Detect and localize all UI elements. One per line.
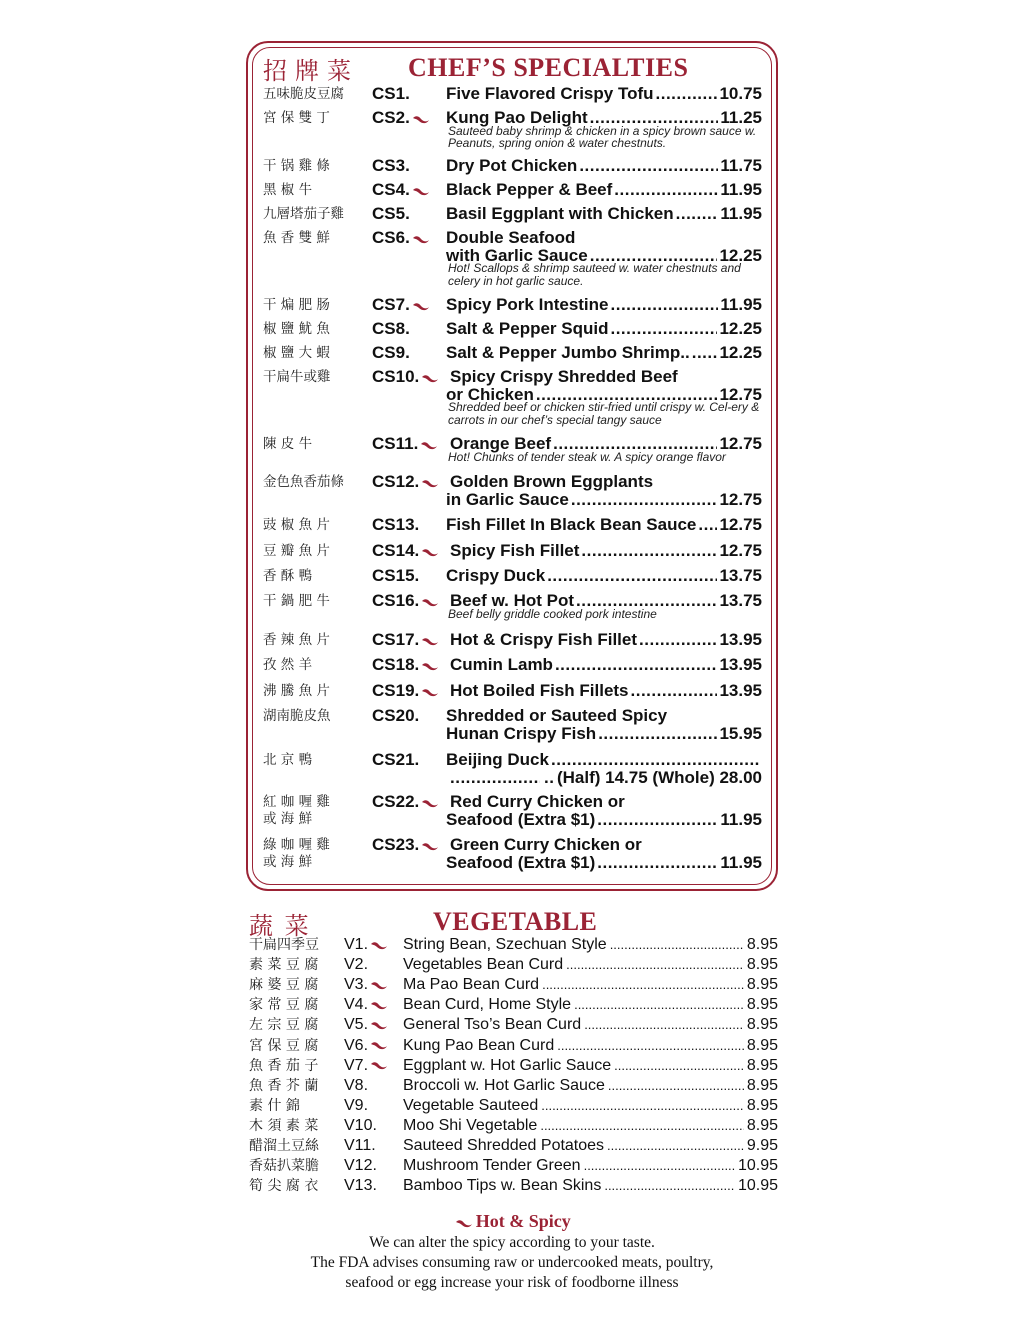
chili-pepper-icon [412, 235, 428, 243]
item-name: Red Curry Chicken or [450, 792, 625, 811]
leader-dots [571, 490, 718, 510]
veg-item-name: String Bean, Szechuan Style [403, 936, 607, 953]
item-name: or Chicken [446, 384, 534, 404]
menu-item-line [446, 295, 762, 315]
item-name: Spicy Fish Fillet [450, 541, 580, 560]
item-name: Hot Boiled Fish Fillets [450, 681, 629, 700]
item-description: Hot! Scallops & shrimp sauteed w. water chestnuts and celery in hot garlic sauce. [448, 261, 741, 288]
item-cn-name: 孜 然 羊 [263, 657, 313, 673]
veg-item-price: 8.95 [746, 1016, 778, 1034]
item-cn-name: 北 京 鴨 [263, 752, 313, 768]
veg-item-line [403, 1077, 778, 1095]
veg-item-price: 8.95 [746, 1096, 778, 1114]
item-name: Beef w. Hot Pot [450, 591, 575, 610]
veg-item-line [403, 1117, 778, 1135]
item-cn-name: 豆 瓣 魚 片 [263, 543, 330, 559]
item-name: Orange Beef [450, 434, 552, 453]
item-price: 13.95 [719, 655, 762, 674]
chili-pepper-icon [412, 115, 428, 123]
item-cn-name: 干 鍋 肥 牛 [263, 593, 330, 609]
menu-item-line [450, 630, 762, 650]
veg-item-price: 10.95 [737, 1177, 778, 1195]
item-cn-name: 沸 騰 魚 片 [263, 683, 330, 699]
leader-dots [610, 936, 744, 954]
leader-dots [574, 996, 744, 1014]
menu-item-line [446, 566, 762, 586]
item-price: 11.95 [720, 852, 762, 872]
item-name: Golden Brown Eggplants [450, 472, 654, 491]
item-price: 15.95 [719, 723, 762, 743]
veg-code-label: V6. [344, 1036, 369, 1054]
veg-cn-name: 宮 保 豆 腐 [249, 1037, 319, 1054]
item-cn-name: 魚 香 雙 鮮 [263, 230, 330, 246]
item-cn-name: 紅 咖 喱 雞 [263, 794, 330, 810]
chili-pepper-icon [455, 1219, 471, 1227]
veg-item-line [403, 956, 778, 974]
veg-item-price: 8.95 [746, 996, 778, 1014]
veg-code [344, 996, 386, 1014]
item-code-label: CS5. [372, 204, 410, 223]
veg-item-price: 8.95 [746, 1076, 778, 1094]
menu-item-line [446, 490, 762, 510]
veg-item-price: 8.95 [746, 976, 778, 994]
item-name: Salt & Pepper Squid [446, 319, 609, 338]
item-name: Fish Fillet In Black Bean Sauce [446, 515, 697, 534]
veg-item-price: 10.95 [737, 1157, 778, 1175]
chili-pepper-icon [421, 548, 437, 556]
item-code [372, 295, 428, 315]
item-code-label: CS16. [372, 591, 420, 610]
veg-item-name: Moo Shi Vegetable [403, 1116, 538, 1134]
veg-cn-name: 素 什 錦 [249, 1097, 300, 1114]
veg-code [344, 956, 368, 974]
item-code-label: CS20. [372, 706, 420, 725]
item-price: 12.75 [719, 384, 762, 404]
item-name: Seafood (Extra $1) [446, 809, 596, 829]
leader-dots [604, 1177, 735, 1195]
item-name: Cumin Lamb [450, 655, 553, 674]
item-price: 10.75 [719, 84, 762, 103]
veg-item-price: 8.95 [746, 1116, 778, 1134]
leader-dots [676, 204, 719, 224]
item-code [372, 84, 410, 104]
veg-cn-name: 素 菜 豆 腐 [249, 957, 319, 974]
leader-dots [541, 1097, 744, 1115]
chili-pepper-icon [370, 1061, 386, 1069]
menu-item-line [446, 853, 762, 873]
veg-code-label: V11. [344, 1137, 376, 1154]
item-code [372, 108, 428, 128]
veg-code [344, 976, 386, 994]
item-code [372, 541, 437, 561]
item-name: Green Curry Chicken or [450, 835, 642, 854]
veg-code [344, 1157, 377, 1175]
chili-pepper-icon [421, 688, 437, 696]
leader-dots [607, 1137, 744, 1155]
note-line: seafood or egg increase your risk of foodborne illness [345, 1274, 679, 1291]
veg-code-label: V7. [344, 1056, 369, 1074]
item-code-label: CS19. [372, 681, 420, 700]
veg-code [344, 1016, 386, 1034]
item-code [372, 835, 437, 855]
chili-pepper-icon [421, 799, 437, 807]
chili-pepper-icon [370, 1041, 386, 1049]
leader-dots [581, 541, 717, 561]
menu-item-line [446, 515, 762, 535]
item-cn-name-2: 或 海 鮮 [263, 854, 313, 870]
veg-code-label: V9. [344, 1096, 369, 1114]
veg-code-label: V12. [344, 1157, 377, 1175]
item-code [372, 367, 437, 387]
leader-dots [450, 768, 540, 788]
item-name: Five Flavored Crispy Tofu [446, 84, 654, 103]
item-price: 12.75 [719, 489, 762, 509]
menu-item-line [450, 655, 762, 675]
item-price: 12.75 [719, 515, 762, 534]
leader-dots [614, 1057, 744, 1075]
item-cn-name-2: 或 海 鮮 [263, 811, 313, 827]
item-description: Shredded beef or chicken stir-fried until crispy w. Cel-ery & carrots in our chef’s special tangy sauce [448, 400, 760, 427]
item-cn-name: 椒 鹽 魷 魚 [263, 321, 330, 337]
item-price: 13.75 [719, 566, 762, 585]
item-code-label: CS13. [372, 515, 420, 534]
veg-item-name: Ma Pao Bean Curd [403, 976, 540, 994]
item-code [372, 180, 428, 200]
item-price: 11.95 [720, 204, 762, 223]
item-code [372, 156, 410, 176]
chefs-title: CHEF’S SPECIALTIES [408, 53, 689, 82]
menu-item-line [450, 681, 762, 701]
item-code [372, 566, 419, 586]
veg-item-line [403, 1157, 778, 1175]
item-name: Black Pepper & Beef [446, 180, 613, 199]
leader-dots [611, 295, 719, 315]
leader-dots [555, 655, 718, 675]
menu-item-line [446, 84, 762, 104]
item-description: Sauteed baby shrimp & chicken in a spicy brown sauce w. Peanuts, spring onion & water chestnuts. [448, 123, 757, 150]
chili-pepper-icon [420, 441, 436, 449]
item-code [372, 228, 428, 248]
veg-code [344, 1057, 386, 1075]
leader-dots [597, 810, 718, 830]
item-price: 11.95 [720, 809, 762, 829]
item-code-label: CS18. [372, 655, 420, 674]
item-code-label: CS3. [372, 156, 410, 175]
item-name: Crispy Duck [446, 566, 546, 585]
item-cn-name: 九層塔茄子雞 [263, 206, 344, 222]
menu-item-line [446, 810, 762, 830]
item-name: Spicy Crispy Shredded Beef [450, 367, 678, 386]
item-price: 12.25 [719, 319, 762, 338]
item-price: 12.75 [719, 541, 762, 560]
veg-code [344, 936, 386, 954]
chili-pepper-icon [421, 842, 437, 850]
item-cn-name: 椒 鹽 大 蝦 [263, 345, 330, 361]
item-name: Seafood (Extra $1) [446, 852, 596, 872]
item-cn-name: 豉 椒 魚 片 [263, 517, 330, 533]
leader-dots [597, 853, 718, 873]
veg-item-name: Kung Pao Bean Curd [403, 1036, 555, 1054]
item-code [372, 434, 436, 454]
menu-item-line [446, 156, 762, 176]
item-name: Hunan Crispy Fish [446, 723, 597, 743]
item-code-label: CS11. [372, 434, 419, 453]
item-code-label: CS4. [372, 180, 410, 199]
vegetable-title: VEGETABLE [433, 907, 598, 936]
item-name: Shredded or Sauteed Spicy [446, 706, 668, 725]
menu-item-line [446, 180, 762, 200]
veg-item-name: Sauteed Shredded Potatoes [403, 1137, 605, 1154]
chili-pepper-icon [421, 662, 437, 670]
chili-pepper-icon [421, 637, 437, 645]
veg-item-line [403, 1177, 778, 1195]
item-cn-name: 干 煸 肥 肠 [263, 297, 330, 313]
veg-item-name: Vegetables Bean Curd [403, 956, 564, 974]
veg-item-name: Mushroom Tender Green [403, 1157, 581, 1175]
item-code [372, 792, 437, 812]
menu-item-line [446, 768, 762, 788]
veg-code-label: V13. [344, 1177, 377, 1195]
item-cn-name: 干 锅 雞 條 [263, 158, 330, 174]
item-code [372, 591, 437, 611]
leader-dots [566, 956, 744, 974]
veg-item-price: 8.95 [746, 1036, 778, 1054]
item-code-label: CS2. [372, 108, 410, 127]
leader-dots [547, 566, 717, 586]
item-cn-name: 香 辣 魚 片 [263, 632, 330, 648]
vegetable-cn-title: 蔬 菜 [249, 912, 311, 940]
item-code-label: CS23. [372, 835, 420, 854]
item-code-label: CS1. [372, 84, 410, 103]
veg-code-label: V1. [344, 936, 369, 953]
item-price: 12.25 [719, 343, 762, 362]
hot-spicy-legend [0, 1211, 1024, 1232]
item-code-label: CS12. [372, 472, 420, 491]
item-name: Hot & Crispy Fish Fillet [450, 630, 638, 649]
item-price: 11.95 [720, 180, 762, 199]
veg-code [344, 1137, 376, 1155]
item-cn-name: 黑 椒 牛 [263, 182, 313, 198]
hot-spicy-label: Hot & Spicy [475, 1211, 571, 1231]
chefs-cn-title: 招牌菜 [263, 57, 359, 85]
veg-cn-name: 干扁四季豆 [249, 937, 319, 953]
veg-cn-name: 魚 香 茄 子 [249, 1057, 319, 1074]
item-price: 13.75 [719, 591, 762, 610]
item-name: Beijing Duck [446, 750, 549, 769]
chili-pepper-icon [370, 1021, 386, 1029]
veg-code-label: V2. [344, 956, 369, 974]
item-code-label: CS7. [372, 295, 410, 314]
leader-dots [698, 515, 717, 535]
leader-dots [544, 768, 555, 788]
item-code [372, 204, 410, 224]
item-cn-name: 湖南脆皮魚 [263, 708, 331, 724]
item-code-label: CS14. [372, 541, 420, 560]
item-code-label: CS10. [372, 367, 420, 386]
veg-item-price: 8.95 [746, 1056, 778, 1074]
item-price: 13.95 [719, 630, 762, 649]
item-code [372, 750, 419, 770]
veg-code [344, 1177, 377, 1195]
item-cn-name: 宮 保 雙 丁 [263, 110, 330, 126]
item-code-label: CS21. [372, 750, 420, 769]
leader-dots [579, 156, 718, 176]
item-code [372, 706, 419, 726]
veg-cn-name: 醋溜土豆絲 [249, 1138, 319, 1154]
veg-item-name: Eggplant w. Hot Garlic Sauce [403, 1056, 612, 1074]
chili-pepper-icon [370, 981, 386, 989]
item-code [372, 343, 410, 363]
leader-dots [540, 1117, 744, 1135]
leader-dots [608, 1077, 744, 1095]
menu-item-line [450, 541, 762, 561]
veg-item-line [403, 996, 778, 1014]
veg-item-name: General Tso’s Bean Curd [403, 1016, 582, 1034]
chili-pepper-icon [421, 598, 437, 606]
chili-pepper-icon [421, 374, 437, 382]
leader-dots [584, 1157, 735, 1175]
item-code [372, 681, 437, 701]
menu-item-line [446, 724, 762, 744]
item-cn-name: 五味脆皮豆腐 [263, 86, 344, 102]
item-code-label: CS8. [372, 319, 410, 338]
leader-dots [631, 681, 718, 701]
veg-code [344, 1097, 368, 1115]
item-code-label: CS9. [372, 343, 410, 362]
veg-code-label: V3. [344, 976, 369, 994]
item-price: 12.25 [719, 245, 762, 265]
item-name: Basil Eggplant with Chicken [446, 204, 674, 223]
item-cn-name: 香 酥 鴨 [263, 568, 313, 584]
item-name: in Garlic Sauce [446, 489, 569, 509]
chili-pepper-icon [421, 479, 437, 487]
veg-item-line [403, 1057, 778, 1075]
item-price: 12.75 [719, 434, 762, 453]
leader-dots [656, 84, 718, 104]
veg-cn-name: 麻 婆 豆 腐 [249, 977, 319, 994]
menu-item-line [446, 319, 762, 339]
veg-cn-name: 魚 香 芥 蘭 [249, 1077, 319, 1094]
veg-item-line [403, 936, 778, 954]
veg-code [344, 1117, 377, 1135]
leader-dots [639, 630, 717, 650]
leader-dots [614, 180, 718, 200]
item-code-label: CS17. [372, 630, 420, 649]
leader-dots [584, 1016, 744, 1034]
veg-item-price: 9.95 [746, 1137, 778, 1154]
item-code-label: CS6. [372, 228, 410, 247]
item-price: 11.25 [720, 108, 762, 127]
item-code [372, 515, 419, 535]
veg-code [344, 1037, 386, 1055]
item-code-label: CS15. [372, 566, 420, 585]
note-line: The FDA advises consuming raw or undercooked meats, poultry, [310, 1254, 714, 1271]
veg-item-line [403, 1037, 778, 1055]
item-code [372, 630, 437, 650]
chili-pepper-icon [370, 941, 386, 949]
chili-pepper-icon [412, 187, 428, 195]
leader-dots [610, 319, 717, 339]
note-line: We can alter the spicy according to your taste. [369, 1234, 655, 1251]
menu-item-line [446, 204, 762, 224]
leader-dots [557, 1037, 744, 1055]
veg-code-label: V8. [344, 1076, 369, 1094]
item-code [372, 472, 437, 492]
veg-item-name: Broccoli w. Hot Garlic Sauce [403, 1076, 605, 1094]
veg-item-name: Bean Curd, Home Style [403, 996, 572, 1014]
item-code [372, 319, 410, 339]
item-description: Hot! Chunks of tender steak w. A spicy orange flavor [448, 449, 726, 464]
item-name: Double Seafood [446, 228, 576, 247]
veg-cn-name: 木 須 素 菜 [249, 1117, 319, 1134]
veg-item-price: 8.95 [746, 936, 778, 953]
item-cn-name: 綠 咖 喱 雞 [263, 837, 330, 853]
item-cn-name: 陳 皮 牛 [263, 436, 313, 452]
item-cn-name: 金色魚香茄條 [263, 474, 344, 490]
veg-cn-name: 香菇扒菜膽 [249, 1158, 319, 1175]
menu-item-line [446, 343, 762, 363]
veg-cn-name: 筍 尖 腐 衣 [249, 1178, 319, 1195]
item-price: 11.75 [720, 156, 762, 175]
veg-code-label: V10. [344, 1116, 377, 1134]
veg-item-line [403, 1097, 778, 1115]
item-name: Dry Pot Chicken [446, 156, 578, 175]
item-name: Salt & Pepper Jumbo Shrimp.. [446, 343, 690, 362]
veg-code-label: V5. [344, 1016, 369, 1034]
veg-item-line [403, 976, 778, 994]
leader-dots [542, 976, 744, 994]
chili-pepper-icon [412, 302, 428, 310]
item-cn-name: 干扁牛或雞 [263, 369, 331, 385]
veg-item-line [403, 1137, 778, 1155]
item-name: with Garlic Sauce [446, 245, 588, 265]
item-code [372, 655, 437, 675]
veg-item-name: Bamboo Tips w. Bean Skins [403, 1177, 602, 1195]
veg-item-price: 8.95 [746, 956, 778, 974]
item-name: Spicy Pork Intestine [446, 295, 609, 314]
item-code-label: CS22. [372, 792, 420, 811]
item-description: Beef belly griddle cooked pork intestine [448, 606, 657, 621]
leader-dots [692, 343, 718, 363]
veg-code [344, 1077, 368, 1095]
veg-code-label: V4. [344, 996, 369, 1014]
leader-dots [598, 724, 717, 744]
chili-pepper-icon [370, 1001, 386, 1009]
item-price: (Half) 14.75 (Whole) 28.00 [556, 767, 762, 787]
veg-item-name: Vegetable Sauteed [403, 1096, 539, 1114]
item-name: Kung Pao Delight [446, 108, 588, 127]
veg-cn-name: 家 常 豆 腐 [249, 997, 319, 1014]
veg-cn-name: 左 宗 豆 腐 [249, 1017, 319, 1034]
item-price: 11.95 [720, 295, 762, 314]
veg-item-line [403, 1016, 778, 1034]
item-price: 13.95 [719, 681, 762, 700]
